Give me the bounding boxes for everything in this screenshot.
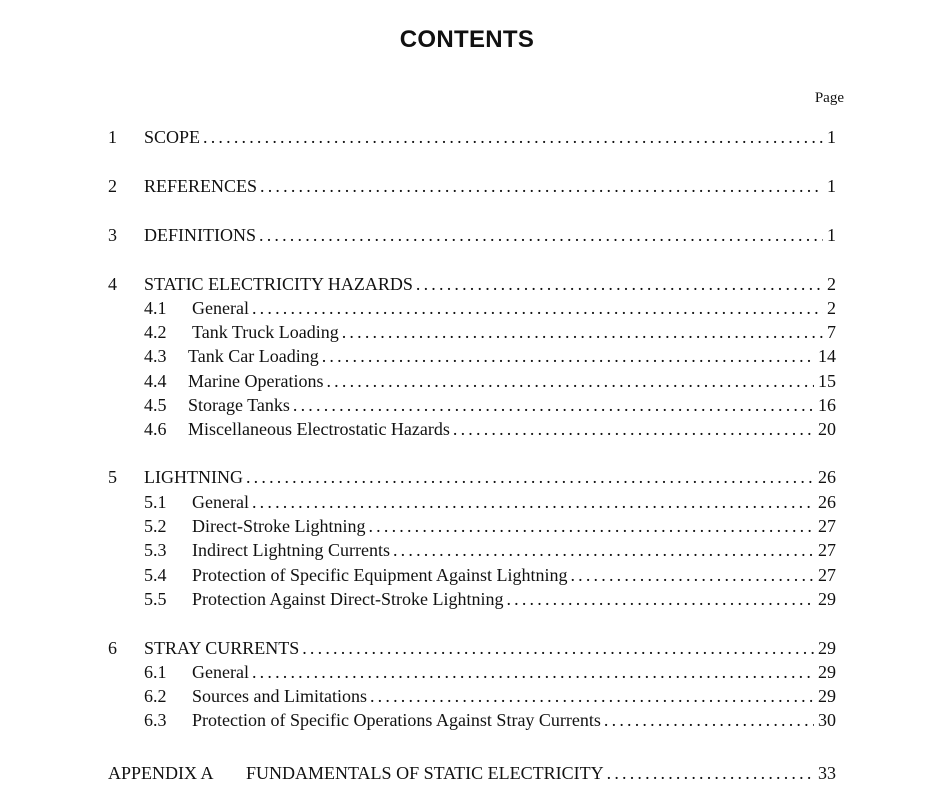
toc-page: 7 <box>827 322 836 342</box>
toc-page: 27 <box>818 540 836 560</box>
toc-entry[interactable] <box>108 637 836 659</box>
dot-leader <box>302 637 814 659</box>
toc-number: 1 <box>108 127 117 147</box>
toc-entry[interactable] <box>108 224 836 246</box>
toc-number: 4.3 <box>144 346 167 366</box>
toc-entry[interactable] <box>144 588 836 610</box>
toc-label: General <box>192 662 249 682</box>
toc-entry[interactable] <box>144 564 836 586</box>
toc-page: 27 <box>818 565 836 585</box>
toc-label: Protection Against Direct-Stroke Lightning <box>192 589 504 609</box>
toc-page: 1 <box>827 176 836 196</box>
toc-entry[interactable] <box>144 370 836 392</box>
toc-entry[interactable] <box>108 273 836 295</box>
toc-page: 15 <box>818 371 836 391</box>
dot-leader <box>416 273 823 295</box>
toc-page: 1 <box>827 225 836 245</box>
toc-label: Tank Truck Loading <box>192 322 339 342</box>
toc-entry[interactable] <box>108 466 836 488</box>
toc-entry[interactable] <box>108 762 836 784</box>
dot-leader <box>293 394 814 416</box>
toc-page: 16 <box>818 395 836 415</box>
toc-page: 29 <box>818 662 836 682</box>
toc-number: 6.2 <box>144 686 167 706</box>
toc-label: Marine Operations <box>188 371 324 391</box>
toc-number: 6.1 <box>144 662 167 682</box>
toc-number: 6.3 <box>144 710 167 730</box>
toc-label: Sources and Limitations <box>192 686 367 706</box>
toc-entry[interactable] <box>108 175 836 197</box>
toc-number: 2 <box>108 176 117 196</box>
dot-leader <box>393 539 814 561</box>
dot-leader <box>342 321 823 343</box>
dot-leader <box>370 685 814 707</box>
toc-label: Indirect Lightning Currents <box>192 540 390 560</box>
dot-leader <box>506 588 814 610</box>
dot-leader <box>326 370 814 392</box>
toc-number: 5.2 <box>144 516 167 536</box>
toc-page: 26 <box>818 467 836 487</box>
toc-page: 26 <box>818 492 836 512</box>
toc-entry[interactable] <box>144 297 836 319</box>
toc-label: General <box>192 298 249 318</box>
dot-leader <box>252 491 814 513</box>
toc-label: Protection of Specific Operations Against Stray Currents <box>192 710 601 730</box>
dot-leader <box>453 418 814 440</box>
toc-page: 33 <box>818 763 836 783</box>
toc-label: Direct-Stroke Lightning <box>192 516 366 536</box>
toc-entry[interactable] <box>144 321 836 343</box>
toc-number: 4.2 <box>144 322 167 342</box>
dot-leader <box>607 762 814 784</box>
toc-label: Miscellaneous Electrostatic Hazards <box>188 419 450 439</box>
toc-label: STATIC ELECTRICITY HAZARDS <box>144 274 413 294</box>
toc-number: 3 <box>108 225 117 245</box>
toc-entry[interactable] <box>144 418 836 440</box>
toc-label: Storage Tanks <box>188 395 290 415</box>
toc-number: 4.6 <box>144 419 167 439</box>
toc-label: LIGHTNING <box>144 467 243 487</box>
dot-leader <box>570 564 814 586</box>
toc-entry[interactable] <box>144 394 836 416</box>
toc-label: SCOPE <box>144 127 201 147</box>
toc-entry[interactable] <box>144 539 836 561</box>
toc-entry[interactable] <box>144 345 836 367</box>
toc-number: 4 <box>108 274 117 294</box>
dot-leader <box>246 466 814 488</box>
toc-number: 4.4 <box>144 371 167 391</box>
toc-page: 1 <box>827 127 836 147</box>
toc-label: STRAY CURRENTS <box>144 638 300 658</box>
toc-page: 27 <box>818 516 836 536</box>
toc-label: Tank Car Loading <box>188 346 319 366</box>
dot-leader <box>260 175 823 197</box>
toc-number: 6 <box>108 638 117 658</box>
toc-label: Protection of Specific Equipment Against Lightning <box>192 565 568 585</box>
toc-number: APPENDIX A <box>108 763 214 783</box>
toc-page: 14 <box>818 346 836 366</box>
toc-label: General <box>192 492 249 512</box>
toc-page: 20 <box>818 419 836 439</box>
toc-number: 5 <box>108 467 117 487</box>
toc-label: FUNDAMENTALS OF STATIC ELECTRICITY <box>246 763 604 783</box>
toc-page: 29 <box>818 686 836 706</box>
toc-entry[interactable] <box>144 515 836 537</box>
toc-page: 30 <box>818 710 836 730</box>
dot-leader <box>203 126 823 148</box>
toc-number: 5.5 <box>144 589 167 609</box>
toc-number: 5.3 <box>144 540 167 560</box>
toc-entry[interactable] <box>144 685 836 707</box>
toc-label: DEFINITIONS <box>144 225 256 245</box>
toc-entry[interactable] <box>144 491 836 513</box>
toc-page: 29 <box>818 638 836 658</box>
dot-leader <box>368 515 814 537</box>
dot-leader <box>252 297 823 319</box>
toc-page: 2 <box>827 274 836 294</box>
toc-page: 29 <box>818 589 836 609</box>
toc-label: REFERENCES <box>144 176 258 196</box>
toc-number: 5.1 <box>144 492 167 512</box>
dot-leader <box>252 661 814 683</box>
toc-entry[interactable] <box>144 661 836 683</box>
toc-page: 2 <box>827 298 836 318</box>
toc-number: 4.5 <box>144 395 167 415</box>
toc-number: 5.4 <box>144 565 167 585</box>
dot-leader <box>604 709 814 731</box>
page-title: CONTENTS <box>399 26 535 53</box>
toc-number: 4.1 <box>144 298 167 318</box>
page-column-label: Page <box>814 90 844 106</box>
toc-entry[interactable] <box>108 126 836 148</box>
dot-leader <box>259 224 823 246</box>
dot-leader <box>322 345 814 367</box>
toc-entry[interactable] <box>144 709 836 731</box>
